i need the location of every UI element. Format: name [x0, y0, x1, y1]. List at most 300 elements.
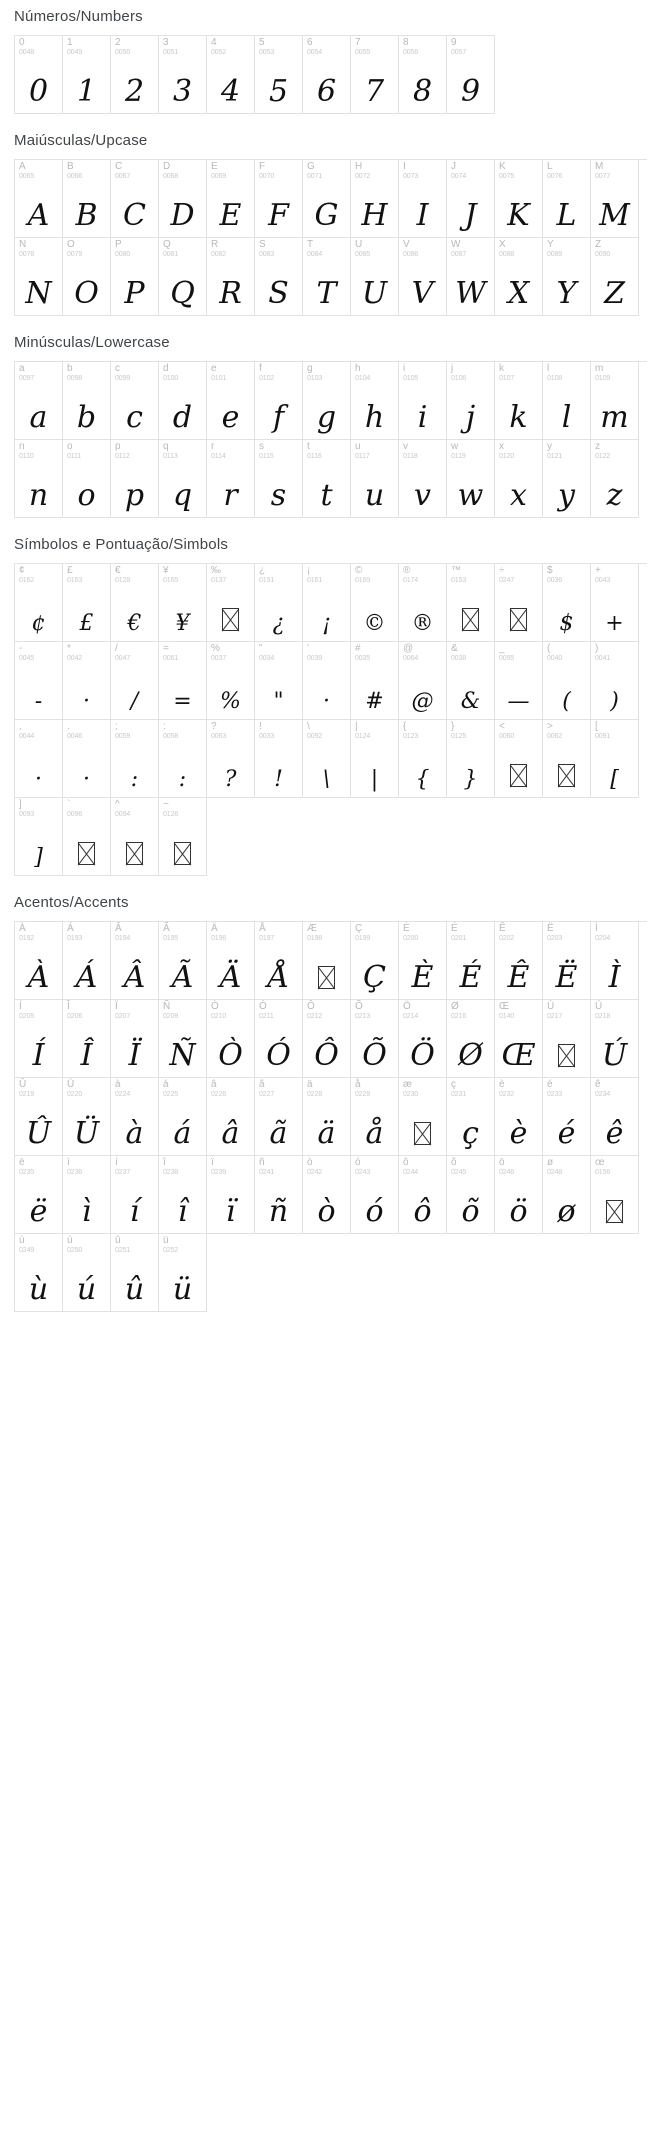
glyph-character-label: G [307, 161, 315, 172]
glyph-preview: ] [34, 845, 43, 870]
glyph-meta [67, 1236, 82, 1254]
glyph-cell[interactable] [63, 440, 111, 518]
glyph-cell[interactable] [63, 642, 111, 720]
glyph-cell[interactable] [159, 720, 207, 798]
glyph-cell[interactable] [543, 720, 591, 798]
glyph-character-label: Ê [499, 923, 506, 934]
glyph-unicode-label: 0090 [595, 250, 611, 258]
glyph-cell[interactable] [63, 1078, 111, 1156]
glyph-cell[interactable] [111, 362, 159, 440]
glyph-cell[interactable] [591, 564, 639, 642]
glyph-cell[interactable] [207, 642, 255, 720]
glyph-cell[interactable] [591, 160, 639, 238]
glyph-preview: ¢ [31, 611, 46, 636]
glyph-meta [547, 442, 562, 460]
glyph-preview: Œ [501, 1038, 536, 1073]
glyph-cell[interactable] [159, 1078, 207, 1156]
glyph-preview: D [170, 198, 195, 233]
glyph-character-label: f [259, 363, 262, 374]
glyph-unicode-label: 0126 [163, 810, 179, 818]
glyph-character-label: & [451, 643, 458, 654]
glyph-cell[interactable] [63, 720, 111, 798]
glyph-unicode-label: 0115 [259, 452, 274, 460]
glyph-cell[interactable] [543, 922, 591, 1000]
glyph-cell[interactable] [399, 440, 447, 518]
glyph-character-label: ó [355, 1157, 361, 1168]
glyph-unicode-label: 0234 [595, 1090, 611, 1098]
glyph-cell[interactable] [543, 1156, 591, 1234]
glyph-cell[interactable] [111, 564, 159, 642]
glyph-unicode-label: 0163 [67, 576, 83, 584]
glyph-meta [115, 566, 130, 584]
glyph-preview: Ã [171, 960, 194, 995]
glyph-unicode-label: 0065 [19, 172, 35, 180]
glyph-grid [14, 159, 647, 316]
glyph-preview: L [556, 198, 577, 233]
glyph-unicode-label: 0116 [307, 452, 322, 460]
glyph-cell[interactable] [543, 440, 591, 518]
glyph-preview: · [83, 767, 90, 792]
glyph-cell[interactable] [111, 642, 159, 720]
glyph-cell[interactable] [447, 238, 495, 316]
glyph-cell[interactable] [15, 1078, 63, 1156]
glyph-cell[interactable] [255, 564, 303, 642]
glyph-cell[interactable] [15, 922, 63, 1000]
glyph-unicode-label: 0236 [67, 1168, 83, 1176]
glyph-character-label: ø [547, 1157, 554, 1168]
glyph-cell[interactable] [399, 1000, 447, 1078]
glyph-cell[interactable] [15, 238, 63, 316]
glyph-cell[interactable] [63, 798, 111, 876]
glyph-meta [595, 364, 610, 382]
glyph-cell[interactable] [255, 1000, 303, 1078]
glyph-meta [307, 924, 322, 942]
glyph-preview: \ [322, 767, 331, 792]
glyph-preview: ) [610, 689, 619, 714]
glyph-cell[interactable] [591, 1156, 639, 1234]
glyph-preview [495, 764, 542, 791]
glyph-cell[interactable] [303, 1156, 351, 1234]
glyph-character-label: è [499, 1079, 505, 1090]
glyph-cell[interactable] [351, 1000, 399, 1078]
glyph-unicode-label: 0087 [451, 250, 467, 258]
glyph-cell[interactable] [591, 922, 639, 1000]
glyph-preview: í [129, 1194, 140, 1229]
glyph-meta [211, 1002, 226, 1020]
glyph-cell[interactable] [303, 362, 351, 440]
glyph-cell[interactable] [207, 36, 255, 114]
glyph-cell[interactable] [495, 1156, 543, 1234]
glyph-cell[interactable] [255, 1078, 303, 1156]
glyph-cell[interactable] [303, 922, 351, 1000]
glyph-cell[interactable] [111, 1000, 159, 1078]
glyph-unicode-label: 0202 [499, 934, 515, 942]
glyph-cell[interactable] [63, 1156, 111, 1234]
glyph-cell[interactable] [207, 922, 255, 1000]
glyph-character-label: Ø [451, 1001, 459, 1012]
glyph-unicode-label: 0174 [403, 576, 419, 584]
glyph-meta [211, 162, 226, 180]
glyph-cell[interactable] [207, 362, 255, 440]
glyph-cell[interactable] [159, 798, 207, 876]
glyph-preview: n [28, 478, 49, 513]
glyph-cell[interactable] [255, 160, 303, 238]
glyph-cell[interactable] [255, 238, 303, 316]
glyph-cell[interactable] [543, 1000, 591, 1078]
glyph-cell[interactable] [303, 564, 351, 642]
glyph-unicode-label: 0122 [595, 452, 611, 460]
glyph-cell[interactable] [447, 160, 495, 238]
glyph-unicode-label: 0056 [403, 48, 419, 56]
glyph-cell[interactable] [447, 720, 495, 798]
glyph-cell[interactable] [591, 720, 639, 798]
glyph-cell[interactable] [159, 1156, 207, 1234]
glyph-preview: g [316, 400, 337, 435]
glyph-unicode-label: 0239 [211, 1168, 227, 1176]
glyph-cell[interactable] [15, 642, 63, 720]
glyph-cell[interactable] [591, 1000, 639, 1078]
glyph-cell[interactable] [351, 922, 399, 1000]
glyph-unicode-label: 0118 [403, 452, 418, 460]
glyph-cell[interactable] [303, 1000, 351, 1078]
glyph-cell[interactable] [303, 642, 351, 720]
glyph-character-label: Z [595, 239, 602, 250]
glyph-cell[interactable] [63, 922, 111, 1000]
glyph-cell[interactable] [495, 642, 543, 720]
glyph-cell[interactable] [111, 798, 159, 876]
glyph-cell[interactable] [159, 642, 207, 720]
glyph-cell[interactable] [63, 1234, 111, 1312]
glyph-character-label: b [67, 363, 73, 374]
glyph-cell[interactable] [543, 1078, 591, 1156]
glyph-cell[interactable] [15, 362, 63, 440]
glyph-character-label: / [115, 643, 118, 654]
glyph-character-label: E [211, 161, 218, 172]
glyph-cell[interactable] [15, 160, 63, 238]
glyph-cell[interactable] [399, 720, 447, 798]
glyph-cell[interactable] [495, 564, 543, 642]
glyph-unicode-label: 0058 [163, 732, 179, 740]
glyph-unicode-label: 0038 [451, 654, 467, 662]
glyph-character-label: Ú [595, 1001, 603, 1012]
glyph-cell[interactable] [495, 160, 543, 238]
glyph-cell[interactable] [447, 36, 495, 114]
glyph-cell[interactable] [399, 160, 447, 238]
glyph-cell[interactable] [303, 238, 351, 316]
glyph-meta [259, 1080, 274, 1098]
glyph-preview: 1 [76, 74, 97, 109]
glyph-preview: 7 [364, 74, 385, 109]
glyph-cell[interactable] [447, 1156, 495, 1234]
glyph-cell[interactable] [111, 238, 159, 316]
glyph-cell[interactable] [255, 36, 303, 114]
glyph-character-label: O [67, 239, 75, 250]
glyph-cell[interactable] [207, 564, 255, 642]
glyph-character-label: L [547, 161, 553, 172]
glyph-cell[interactable] [495, 1000, 543, 1078]
glyph-cell[interactable] [495, 238, 543, 316]
glyph-cell[interactable] [351, 362, 399, 440]
glyph-cell[interactable] [351, 238, 399, 316]
glyph-character-label: ï [211, 1157, 214, 1168]
glyph-character-label: ñ [259, 1157, 265, 1168]
glyph-cell[interactable] [495, 720, 543, 798]
glyph-cell[interactable] [15, 720, 63, 798]
glyph-cell[interactable] [207, 160, 255, 238]
glyph-cell[interactable] [159, 1234, 207, 1312]
glyph-unicode-label: 0230 [403, 1090, 419, 1098]
glyph-preview: } [463, 767, 478, 792]
glyph-unicode-label: 0114 [211, 452, 226, 460]
glyph-cell[interactable] [159, 440, 207, 518]
glyph-meta [595, 722, 610, 740]
glyph-character-label: õ [451, 1157, 457, 1168]
glyph-cell[interactable] [447, 564, 495, 642]
glyph-preview: r [223, 478, 238, 513]
glyph-character-label: ™ [451, 565, 461, 576]
glyph-cell[interactable] [207, 720, 255, 798]
glyph-cell[interactable] [399, 1156, 447, 1234]
glyph-unicode-label: 0124 [355, 732, 371, 740]
glyph-cell[interactable] [351, 440, 399, 518]
glyph-unicode-label: 0225 [163, 1090, 179, 1098]
glyph-preview: # [365, 689, 384, 714]
glyph-character-label: [ [595, 721, 598, 732]
glyph-cell[interactable] [543, 564, 591, 642]
missing-glyph-icon [558, 1044, 575, 1067]
glyph-cell[interactable] [399, 564, 447, 642]
glyph-unicode-label: 0110 [19, 452, 34, 460]
glyph-cell[interactable] [63, 1000, 111, 1078]
glyph-cell[interactable] [495, 362, 543, 440]
glyph-preview: ê [605, 1116, 624, 1151]
glyph-cell[interactable] [591, 440, 639, 518]
glyph-cell[interactable] [399, 922, 447, 1000]
glyph-unicode-label: 0242 [307, 1168, 323, 1176]
glyph-meta [307, 1158, 322, 1176]
glyph-preview: U [361, 276, 388, 311]
glyph-cell[interactable] [351, 1156, 399, 1234]
glyph-cell[interactable] [591, 642, 639, 720]
glyph-character-label: q [163, 441, 169, 452]
glyph-cell[interactable] [63, 362, 111, 440]
glyph-preview [63, 842, 110, 869]
glyph-cell[interactable] [591, 238, 639, 316]
glyph-cell[interactable] [303, 720, 351, 798]
glyph-cell[interactable] [399, 362, 447, 440]
glyph-meta [163, 1236, 178, 1254]
glyph-unicode-label: 0049 [67, 48, 83, 56]
glyph-cell[interactable] [111, 36, 159, 114]
glyph-cell[interactable] [351, 160, 399, 238]
glyph-cell[interactable] [351, 36, 399, 114]
glyph-cell[interactable] [207, 1078, 255, 1156]
glyph-character-label: ? [211, 721, 217, 732]
glyph-character-label: a [19, 363, 25, 374]
glyph-cell[interactable] [591, 1078, 639, 1156]
glyph-unicode-label: 0061 [163, 654, 179, 662]
glyph-meta [451, 1002, 466, 1020]
glyph-cell[interactable] [15, 1000, 63, 1078]
glyph-cell[interactable] [351, 642, 399, 720]
glyph-meta [163, 800, 178, 818]
glyph-cell[interactable] [111, 1156, 159, 1234]
glyph-character-label: È [403, 923, 410, 934]
glyph-cell[interactable] [303, 36, 351, 114]
glyph-meta [163, 924, 178, 942]
glyph-meta [547, 722, 562, 740]
glyph-cell[interactable] [303, 160, 351, 238]
glyph-character-label: Ô [307, 1001, 315, 1012]
glyph-meta [115, 1002, 130, 1020]
glyph-cell[interactable] [159, 922, 207, 1000]
glyph-cell[interactable] [15, 1234, 63, 1312]
glyph-cell[interactable] [399, 238, 447, 316]
glyph-unicode-label: 0117 [355, 452, 370, 460]
glyph-cell[interactable] [111, 720, 159, 798]
glyph-meta [115, 1158, 130, 1176]
glyph-character-label: z [595, 441, 600, 452]
glyph-cell[interactable] [111, 1078, 159, 1156]
glyph-cell[interactable] [495, 440, 543, 518]
glyph-cell[interactable] [399, 1078, 447, 1156]
glyph-cell[interactable] [447, 1000, 495, 1078]
glyph-character-label: ç [451, 1079, 456, 1090]
glyph-cell[interactable] [63, 36, 111, 114]
glyph-cell[interactable] [255, 922, 303, 1000]
glyph-cell[interactable] [495, 1078, 543, 1156]
glyph-meta [19, 1158, 34, 1176]
glyph-cell[interactable] [159, 36, 207, 114]
glyph-character-label: Á [67, 923, 74, 934]
glyph-cell[interactable] [447, 642, 495, 720]
glyph-cell[interactable] [111, 922, 159, 1000]
glyph-cell[interactable] [255, 720, 303, 798]
glyph-character-label: ô [403, 1157, 409, 1168]
glyph-meta [499, 442, 514, 460]
glyph-character-label: p [115, 441, 121, 452]
glyph-cell[interactable] [111, 160, 159, 238]
glyph-meta [403, 364, 418, 382]
glyph-character-label: ë [19, 1157, 25, 1168]
glyph-cell[interactable] [591, 362, 639, 440]
glyph-cell[interactable] [351, 564, 399, 642]
glyph-cell[interactable] [111, 1234, 159, 1312]
glyph-unicode-label: 0191 [259, 576, 275, 584]
glyph-character-label: ö [499, 1157, 505, 1168]
glyph-cell[interactable] [159, 564, 207, 642]
glyph-unicode-label: 0059 [115, 732, 131, 740]
glyph-preview: ! [274, 767, 283, 792]
glyph-meta [259, 644, 274, 662]
glyph-cell[interactable] [399, 642, 447, 720]
glyph-cell[interactable] [447, 1078, 495, 1156]
glyph-cell[interactable] [303, 1078, 351, 1156]
glyph-meta [307, 240, 322, 258]
glyph-cell[interactable] [543, 238, 591, 316]
glyph-meta [451, 240, 466, 258]
glyph-preview: [ [610, 767, 619, 792]
glyph-character-label: 3 [163, 37, 169, 48]
glyph-preview: ó [365, 1194, 384, 1229]
glyph-cell[interactable] [15, 1156, 63, 1234]
glyph-cell[interactable] [15, 440, 63, 518]
glyph-cell[interactable] [63, 564, 111, 642]
glyph-character-label: Î [67, 1001, 70, 1012]
glyph-cell[interactable] [159, 238, 207, 316]
glyph-cell[interactable] [495, 922, 543, 1000]
glyph-character-label: Ë [547, 923, 554, 934]
glyph-cell[interactable] [255, 362, 303, 440]
glyph-meta [211, 722, 226, 740]
glyph-cell[interactable] [15, 564, 63, 642]
glyph-preview: Â [123, 960, 146, 995]
glyph-cell[interactable] [207, 1156, 255, 1234]
glyph-cell[interactable] [399, 36, 447, 114]
glyph-cell[interactable] [159, 362, 207, 440]
glyph-preview: â [221, 1116, 240, 1151]
glyph-character-label: æ [403, 1079, 412, 1090]
glyph-preview: P [124, 276, 145, 311]
glyph-character-label: B [67, 161, 74, 172]
glyph-cell[interactable] [111, 440, 159, 518]
glyph-preview: B [75, 198, 98, 233]
glyph-cell[interactable] [207, 238, 255, 316]
section-title: Maiúsculas/Upcase [14, 132, 148, 149]
glyph-cell[interactable] [303, 440, 351, 518]
glyph-cell[interactable] [255, 642, 303, 720]
glyph-character-label: 8 [403, 37, 409, 48]
glyph-cell[interactable] [447, 922, 495, 1000]
glyph-cell[interactable] [543, 642, 591, 720]
glyph-cell[interactable] [63, 160, 111, 238]
glyph-meta [163, 442, 178, 460]
glyph-unicode-label: 0211 [259, 1012, 274, 1020]
glyph-unicode-label: 0037 [211, 654, 227, 662]
glyph-preview: j [465, 400, 476, 435]
glyph-unicode-label: 0106 [451, 374, 467, 382]
glyph-cell[interactable] [15, 798, 63, 876]
glyph-cell[interactable] [255, 440, 303, 518]
glyph-cell[interactable] [351, 720, 399, 798]
glyph-character-label: Â [115, 923, 122, 934]
glyph-unicode-label: 0245 [451, 1168, 467, 1176]
glyph-character-label: ¢ [19, 565, 25, 576]
glyph-meta [451, 38, 466, 56]
glyph-cell[interactable] [15, 36, 63, 114]
glyph-cell[interactable] [159, 160, 207, 238]
glyph-unicode-label: 0169 [355, 576, 371, 584]
glyph-cell[interactable] [447, 440, 495, 518]
glyph-grid [14, 921, 647, 1312]
glyph-preview: Q [170, 276, 195, 311]
glyph-cell[interactable] [543, 362, 591, 440]
glyph-cell[interactable] [63, 238, 111, 316]
glyph-cell[interactable] [207, 440, 255, 518]
glyph-cell[interactable] [159, 1000, 207, 1078]
glyph-unicode-label: 0075 [499, 172, 515, 180]
glyph-character-label: ú [67, 1235, 73, 1246]
glyph-unicode-label: 0105 [403, 374, 419, 382]
glyph-meta [259, 1158, 274, 1176]
glyph-cell[interactable] [543, 160, 591, 238]
glyph-cell[interactable] [351, 1078, 399, 1156]
glyph-meta [499, 162, 514, 180]
glyph-cell[interactable] [207, 1000, 255, 1078]
glyph-character-label: Æ [307, 923, 317, 934]
glyph-cell[interactable] [255, 1156, 303, 1234]
glyph-cell[interactable] [447, 362, 495, 440]
